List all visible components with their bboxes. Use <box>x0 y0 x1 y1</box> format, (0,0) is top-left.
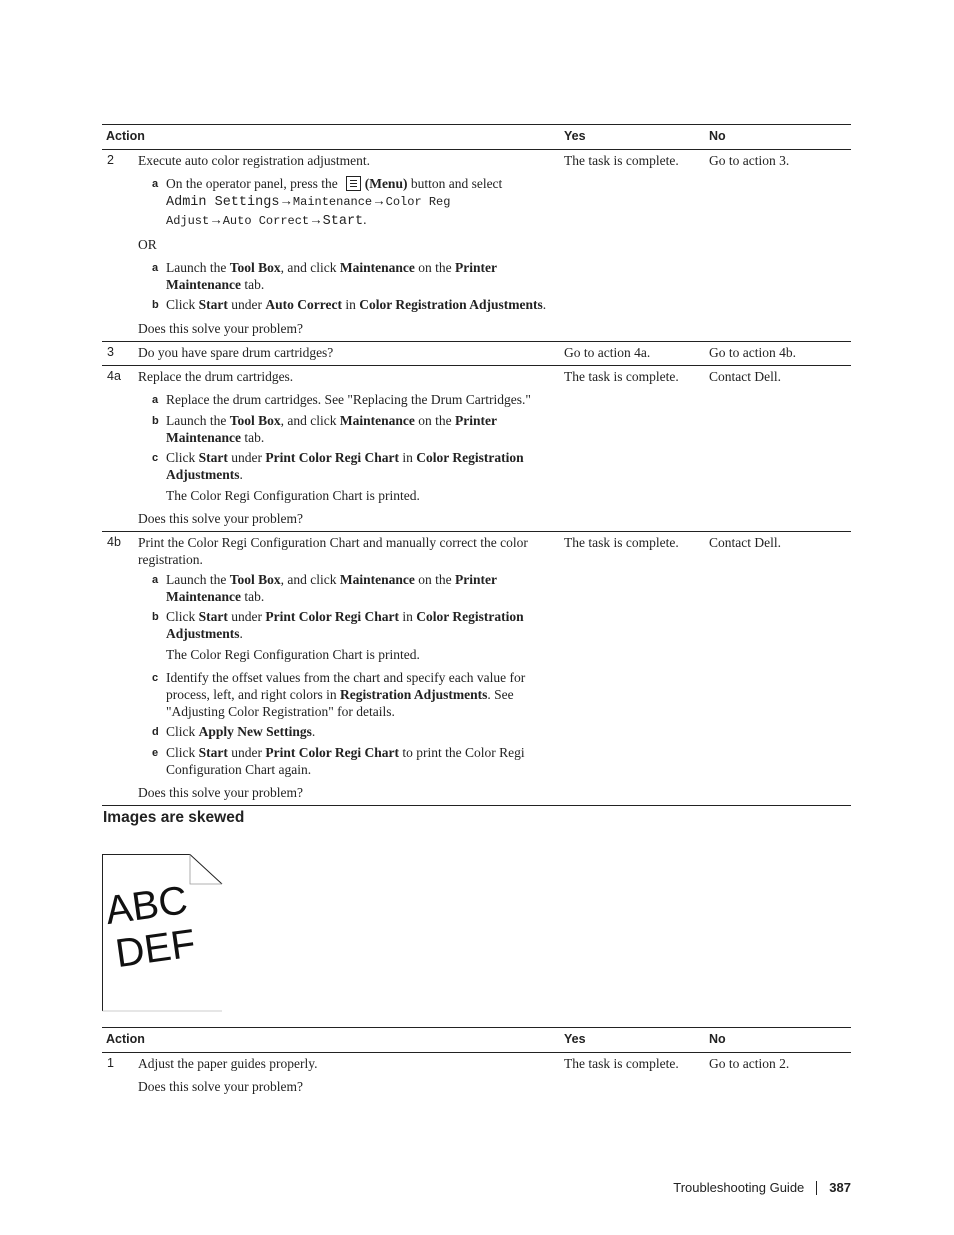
menu-icon <box>346 176 361 191</box>
row-no: Contact Dell. <box>705 366 851 532</box>
note: The Color Regi Configuration Chart is printed. <box>166 647 420 662</box>
footer-divider <box>816 1181 817 1195</box>
note: The Color Regi Configuration Chart is printed. <box>166 488 420 503</box>
header-no: No <box>705 1028 851 1053</box>
figure-text-line1: ABC <box>102 878 191 934</box>
row-no: Go to action 2. <box>709 1056 790 1071</box>
substep-d: d Click Apply New Settings. <box>152 724 316 739</box>
row-action: Do you have spare drum cartridges? <box>134 342 560 366</box>
row-number: 2 <box>102 150 134 342</box>
row-no: Go to action 3. <box>705 150 851 342</box>
row-yes: The task is complete. <box>560 150 705 342</box>
row-yes: The task is complete. <box>564 1056 679 1071</box>
page-footer <box>673 1180 851 1195</box>
or-label: OR <box>138 237 157 252</box>
row-yes: Go to action 4a. <box>560 342 705 366</box>
substep-b: b Launch the Tool Box, and click Maintenance on the Printer Maintenance tab. <box>152 413 497 445</box>
header-yes: Yes <box>560 125 705 150</box>
substep-b: b Click Start under Print Color Regi Chart in Color Registration Adjustments. <box>152 609 524 641</box>
figure-text-line2: DEF <box>112 921 199 977</box>
substep-c: c Identify the offset values from the chart and specify each value for process, left, and right colors in Registration Adjustments. See "Adjusting Color Registration" for details. <box>152 670 526 719</box>
table-row-2 <box>102 150 851 342</box>
question: Does this solve your problem? <box>138 1079 303 1094</box>
row-action <box>134 150 560 342</box>
step-intro: Execute auto color registration adjustment. <box>138 153 371 168</box>
troubleshooting-table-1 <box>102 124 851 806</box>
header-yes: Yes <box>560 1028 705 1053</box>
row-no: Contact Dell. <box>705 532 851 806</box>
header-action: Action <box>102 1028 560 1053</box>
row-action: Adjust the paper guides properly. Does this solve your problem? <box>134 1053 560 1100</box>
row-action: Print the Color Regi Configuration Chart and manually correct the color registration. a Launch the Tool Box, and click Maintenance on the Printer Maintenance tab. b Click Start under Print Color Regi Chart in Color Registration Adjustments. The Color Regi Configuration Chart is printed. c Identify the offset values from the chart and specify each value for process, left, and right colors in Registration Adjustments. See "Adjusting Color Registration" for details. d Click Apply New Settings. e Click Start under Print Color Regi Chart to print the Color Regi Configuration Chart again. Does this solve your problem? <box>134 532 560 806</box>
substep-a: a Launch the Tool Box, and click Maintenance on the Printer Maintenance tab. <box>152 572 497 604</box>
table-row-3: 3 Do you have spare drum cartridges? Go to action 4a. Go to action 4b. <box>102 342 851 366</box>
row-yes: The task is complete. <box>560 366 705 532</box>
substep-a: a Replace the drum cartridges. See "Replacing the Drum Cartridges." <box>152 392 531 407</box>
substep-a-alt: a Launch the Tool Box, and click Maintenance on the Printer Maintenance tab. <box>152 260 497 292</box>
substep-a: a On the operator panel, press the (Menu) button and select Admin Settings→Maintenance→Color Reg Adjust→Auto Correct→Start. <box>152 176 503 229</box>
substep-b: b Click Start under Auto Correct in Color Registration Adjustments. <box>152 297 547 312</box>
row-no: Go to action 4b. <box>705 342 851 366</box>
table-row-1: 1 Adjust the paper guides properly. Does this solve your problem? The task is complete. Go to action 2. <box>102 1053 851 1100</box>
header-no: No <box>705 125 851 150</box>
row-yes: The task is complete. <box>560 532 705 806</box>
substep-e: e Click Start under Print Color Regi Chart to print the Color Regi Configuration Chart again. <box>152 745 525 777</box>
skewed-page-illustration <box>102 854 226 1012</box>
table-row-4b: 4b Print the Color Regi Configuration Chart and manually correct the color registration. a Launch the Tool Box, and click Maintenance on the Printer Maintenance tab. b Click Start under Print Color Regi Chart in Color Registration Adjustments. The Color Regi Configuration Chart is printed. c Identify the offset values from the chart and specify each value for process, left, and right colors in Registration Adjustments. See "Adjusting Color Registration" for details. d Click Apply New Settings. e Click Start under Print Color Regi Chart to print the Color Regi Configuration Chart again. Does this solve your problem? The task is complete. Contact Dell. <box>102 532 851 806</box>
question: Does this solve your problem? <box>138 321 303 336</box>
row-action: Replace the drum cartridges. a Replace the drum cartridges. See "Replacing the Drum Cartridges." b Launch the Tool Box, and click Maintenance on the Printer Maintenance tab. c Click Start under Print Color Regi Chart in Color Registration Adjustments. The Color Regi Configuration Chart is printed. Does this solve your problem? <box>134 366 560 532</box>
footer-title: Troubleshooting Guide <box>673 1180 805 1195</box>
question: Does this solve your problem? <box>138 785 303 800</box>
header-action: Action <box>102 125 560 150</box>
section-heading: Images are skewed <box>103 809 245 826</box>
substep-c: c Click Start under Print Color Regi Chart in Color Registration Adjustments. <box>152 450 524 482</box>
page-number: 387 <box>829 1180 851 1195</box>
troubleshooting-table-2 <box>102 1027 851 1099</box>
question: Does this solve your problem? <box>138 511 303 526</box>
table-row-4a: 4a Replace the drum cartridges. a Replace the drum cartridges. See "Replacing the Drum Cartridges." b Launch the Tool Box, and click Maintenance on the Printer Maintenance tab. c Click Start under Print Color Regi Chart in Color Registration Adjustments. The Color Regi Configuration Chart is printed. Does this solve your problem? The task is complete. Contact Dell. <box>102 366 851 532</box>
